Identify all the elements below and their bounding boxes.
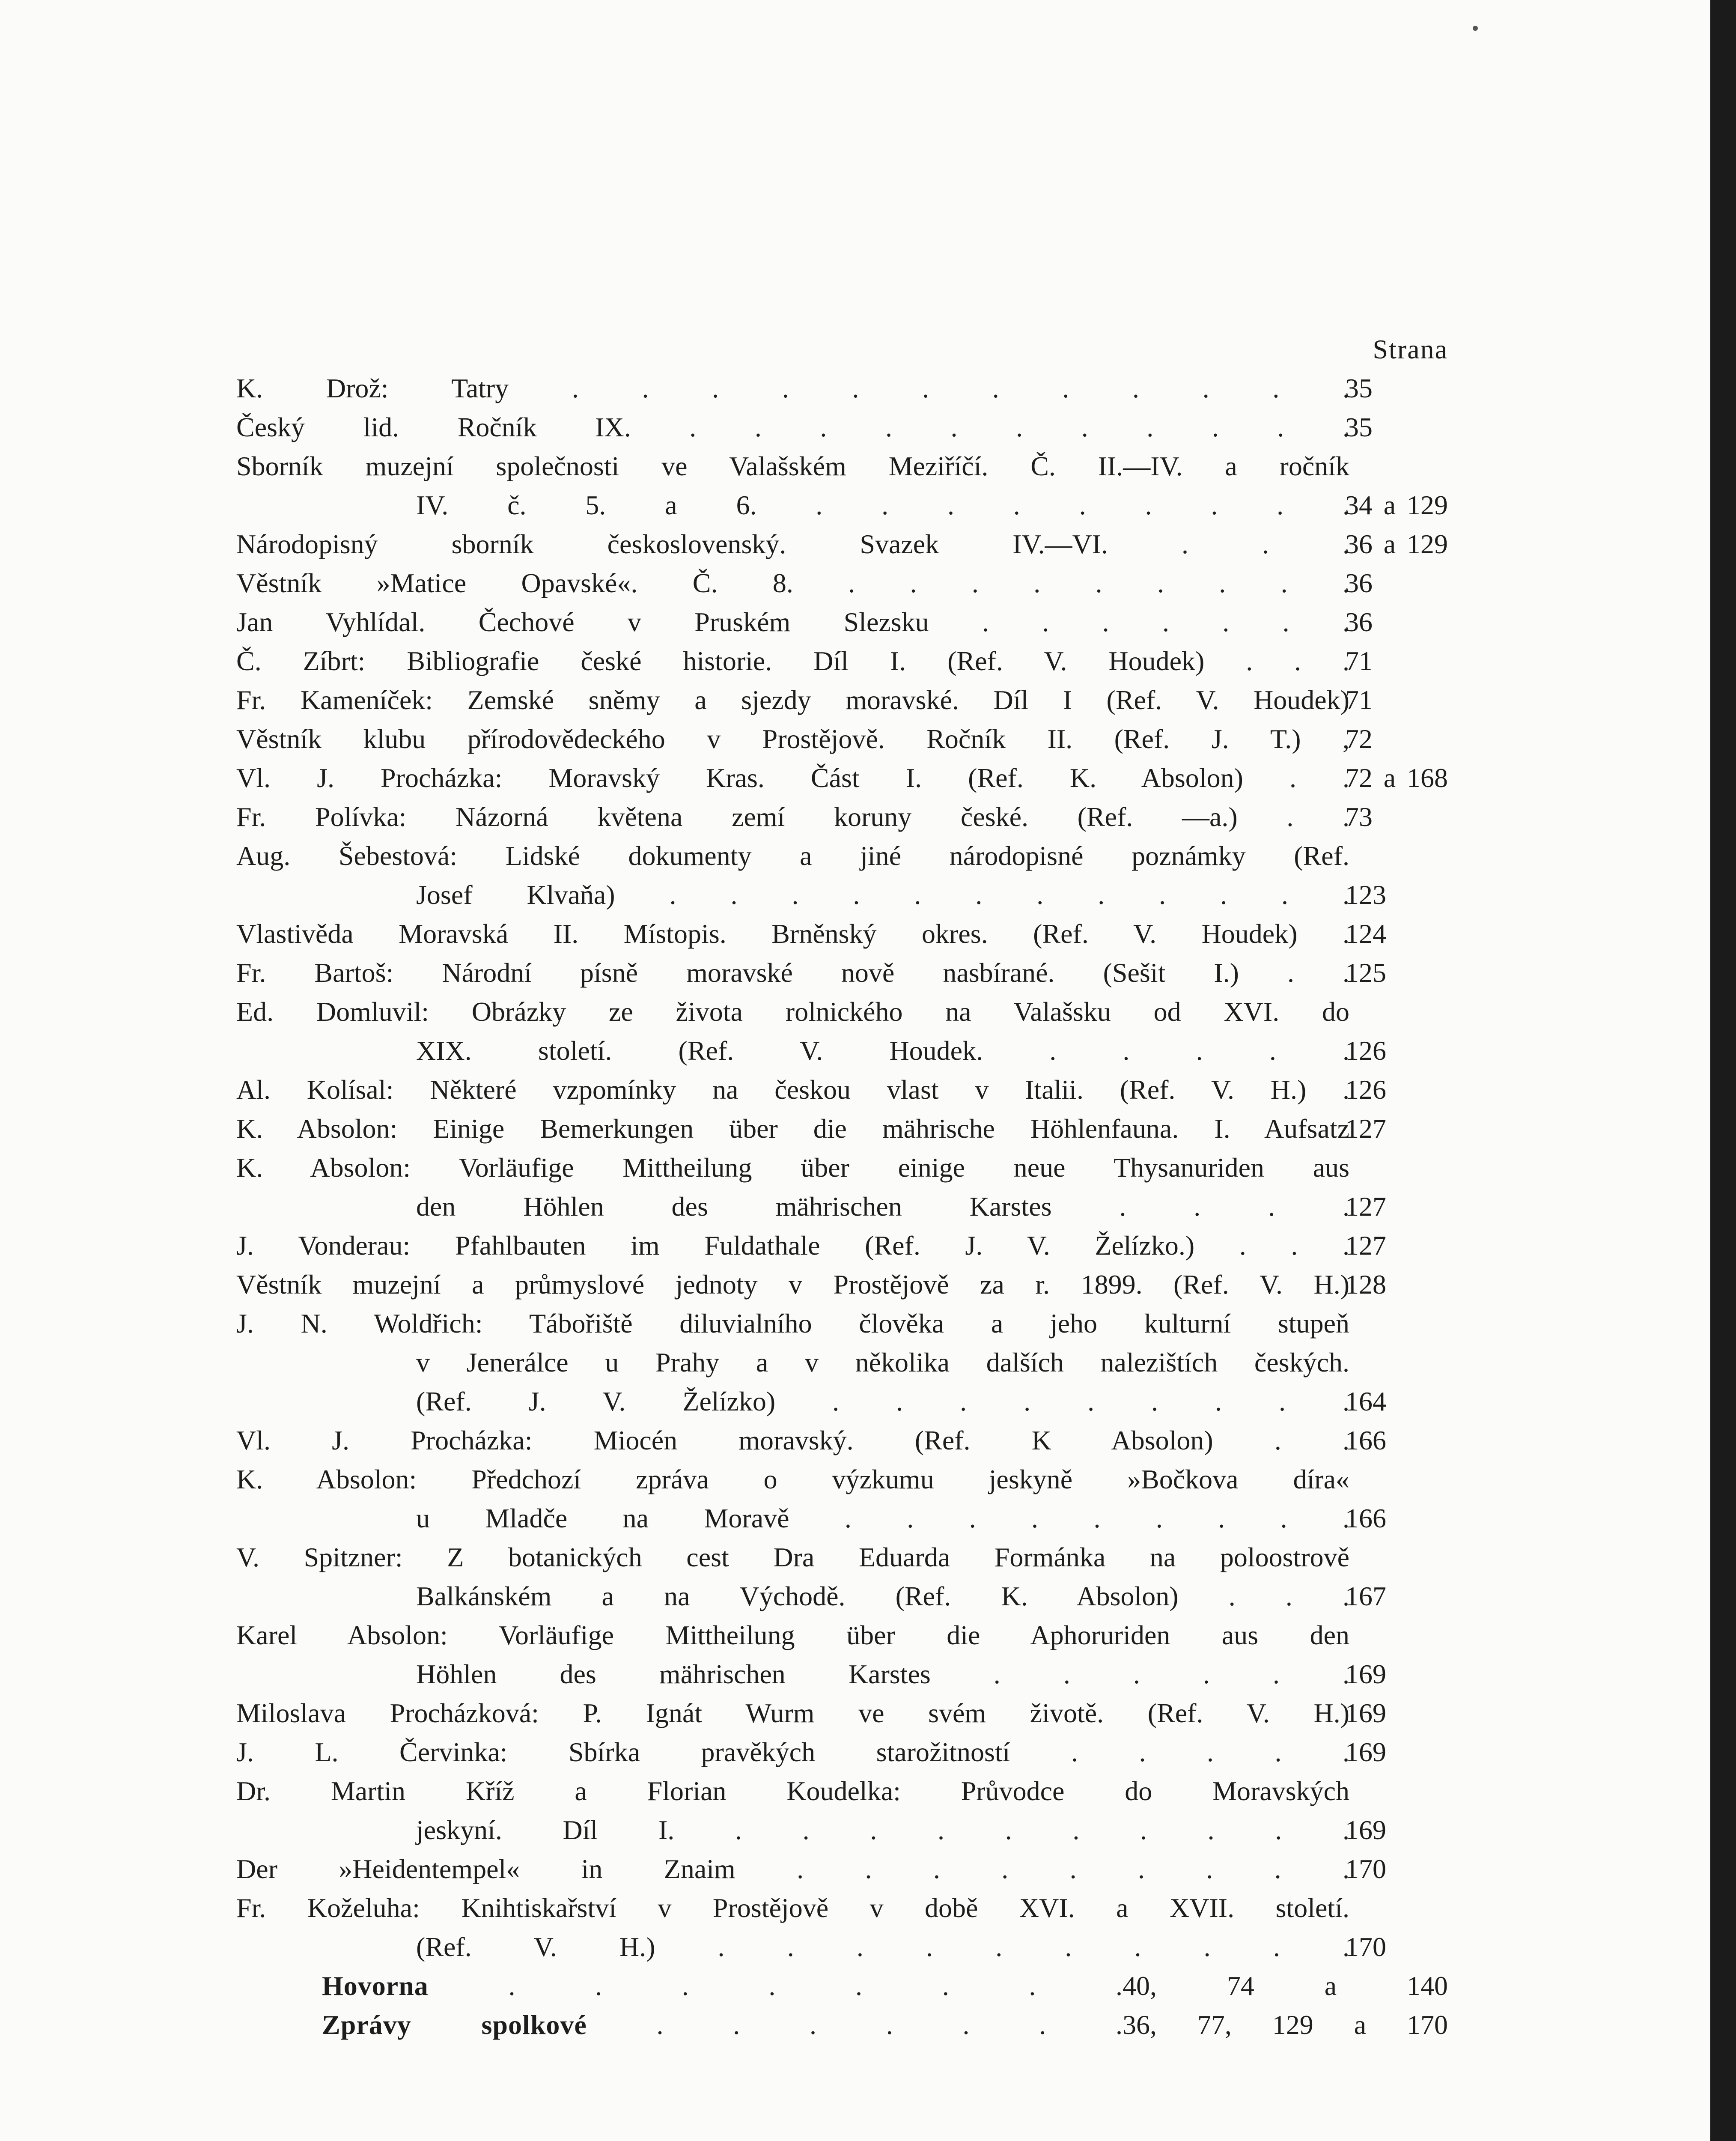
toc-entry (236, 680, 1448, 719)
toc-entry (236, 1616, 1448, 1655)
toc-entry-text: Vl. J. Procházka: Moravský Kras. Část I. (Ref. K. Absolon) . . (236, 763, 1349, 793)
toc-entry (236, 408, 1448, 447)
toc-entry (236, 1499, 1448, 1538)
toc-entry-page: 35 (1345, 373, 1373, 403)
toc-entry-page: 126 (1345, 1074, 1386, 1105)
toc-entry (236, 1538, 1448, 1577)
toc-entry-text: K. Absolon: Vorläufige Mittheilung über einige neue Thysanuriden aus (236, 1152, 1349, 1183)
toc-entry-page: 71 (1345, 646, 1373, 676)
toc-entry-text: Ed. Domluvil: Obrázky ze života rolnického na Valašsku od XVI. do (236, 996, 1349, 1027)
toc-entry-page: 169 (1345, 1737, 1386, 1767)
toc-entry (236, 914, 1448, 953)
toc-entry (236, 1265, 1448, 1304)
toc-entry-page: 125 (1345, 957, 1386, 988)
toc-entry (236, 1304, 1448, 1343)
toc-entry (236, 369, 1448, 408)
toc-entry-text: v Jenerálce u Prahy a v několika dalších nalezištích českých. (416, 1347, 1349, 1378)
toc-entry (236, 1810, 1448, 1849)
toc-entry-text: V. Spitzner: Z botanických cest Dra Eduarda Formánka na poloostrově (236, 1542, 1349, 1572)
toc-entry (236, 1031, 1448, 1070)
toc-entry (236, 1849, 1448, 1888)
toc-entry-text: J. Vonderau: Pfahlbauten im Fuldathale (Ref. J. V. Želízko.) . . . (236, 1230, 1349, 1261)
toc-entry (236, 953, 1448, 992)
toc-entry (236, 525, 1448, 564)
toc-entry-page: 72 (1345, 724, 1373, 754)
toc-entry-page: 36 (1345, 568, 1373, 598)
toc-entry-page: 170 (1345, 1932, 1386, 1962)
strana-header: Strana (1373, 334, 1448, 364)
toc-entry-page: 166 (1345, 1425, 1386, 1455)
toc-entry-hovorna (236, 1966, 1448, 2005)
toc-entry-text: Aug. Šebestová: Lidské dokumenty a jiné národopisné poznámky (Ref. (236, 841, 1349, 871)
toc-entry-page: 124 (1345, 918, 1386, 949)
toc-entry (236, 1655, 1448, 1694)
toc-entry-text: Sborník muzejní společnosti ve Valašském Meziříčí. Č. II.—IV. a ročník (236, 451, 1349, 481)
toc-entry-page: 36 a 129 (1345, 529, 1448, 559)
toc-entry (236, 564, 1448, 602)
toc-entry-page: 127 (1345, 1230, 1386, 1261)
toc-entry-page: 72 a 168 (1345, 763, 1448, 793)
toc-entry-text: K. Drož: Tatry . . . . . . . . . . . . (236, 373, 1349, 403)
zpravy-pages: 36, 77, 129 a 170 (1123, 2010, 1448, 2040)
toc-entry-text: Vl. J. Procházka: Miocén moravský. (Ref. K Absolon) . . (236, 1425, 1349, 1455)
toc-entry-text: Fr. Polívka: Názorná květena zemí koruny české. (Ref. —a.) . . (236, 802, 1349, 832)
toc-entry-text: Höhlen des mährischen Karstes . . . . . . (416, 1659, 1349, 1689)
toc-entry-text: Národopisný sborník československý. Svazek IV.—VI. . . . (236, 529, 1349, 559)
toc-entry (236, 641, 1448, 680)
toc-entry-text: jeskyní. Díl I. . . . . . . . . . . (416, 1815, 1349, 1845)
toc-entry-text: Dr. Martin Kříž a Florian Koudelka: Průvodce do Moravských (236, 1776, 1349, 1806)
toc-entry (236, 719, 1448, 758)
toc-entry-page: 126 (1345, 1035, 1386, 1066)
toc-entry-page: 166 (1345, 1503, 1386, 1533)
toc-entry (236, 1070, 1448, 1109)
toc-entry-text: (Ref. V. H.) . . . . . . . . . . (416, 1932, 1349, 1962)
toc-entry (236, 1888, 1448, 1927)
toc-entry-text: J. N. Woldřich: Tábořiště diluvialního člověka a jeho kulturní stupeň (236, 1308, 1349, 1339)
toc-entry-page: 170 (1345, 1854, 1386, 1884)
toc-entries (236, 369, 1448, 1966)
toc-entry (236, 1187, 1448, 1226)
toc-entry-text: Věstník klubu přírodovědeckého v Prostějově. Ročník II. (Ref. J. T.) , (236, 724, 1349, 754)
toc-entry-text: Jan Vyhlídal. Čechové v Pruském Slezsku . . . . . . . (236, 607, 1349, 637)
hovorna-pages: 40, 74 a 140 (1123, 1971, 1448, 2001)
toc-entry-page: 71 (1345, 685, 1373, 715)
toc-entry-text: Věstník muzejní a průmyslové jednoty v Prostějově za r. 1899. (Ref. V. H.) (236, 1269, 1349, 1300)
hovorna-title: Hovorna (322, 1971, 429, 2001)
toc-entry (236, 1421, 1448, 1460)
toc-entry-text: Karel Absolon: Vorläufige Mittheilung über die Aphoruriden aus den (236, 1620, 1349, 1650)
toc-entry-text: Český lid. Ročník IX. . . . . . . . . . . . (236, 412, 1349, 442)
toc-entry-text: Miloslava Procházková: P. Ignát Wurm ve svém životě. (Ref. V. H.) (236, 1698, 1349, 1728)
toc-entry-page: 169 (1345, 1698, 1386, 1728)
toc-entry-text: K. Absolon: Einige Bemerkungen über die mährische Höhlenfauna. I. Aufsatz (236, 1113, 1349, 1144)
toc-entry-page: 167 (1345, 1581, 1386, 1611)
toc-entry-text: Fr. Koželuha: Knihtiskařství v Prostějově v době XVI. a XVII. století. (236, 1893, 1349, 1923)
zpravy-title: Zprávy spolkové (322, 2010, 587, 2040)
toc-entry-text: Fr. Kameníček: Zemské sněmy a sjezdy moravské. Díl I (Ref. V. Houdek) (236, 685, 1349, 715)
toc-entry (236, 1927, 1448, 1966)
toc-entry-text: Fr. Bartoš: Národní písně moravské nově nasbírané. (Sešit I.) . . (236, 957, 1349, 988)
toc-entry (236, 1382, 1448, 1421)
toc-entry (236, 758, 1448, 797)
toc-entry-text: Věstník »Matice Opavské«. Č. 8. . . . . . . . . . (236, 568, 1349, 598)
toc-entry (236, 836, 1448, 875)
toc-entry-text: Josef Klvaňa) . . . . . . . . . . . . (416, 880, 1349, 910)
table-of-contents (236, 330, 1448, 2044)
speck (1473, 26, 1478, 31)
toc-entry (236, 486, 1448, 525)
toc-entry (236, 1109, 1448, 1148)
toc-entry (236, 447, 1448, 486)
toc-entry-text: Balkánském a na Východě. (Ref. K. Absolon) . . . (416, 1581, 1349, 1611)
toc-entry-text: K. Absolon: Předchozí zpráva o výzkumu jeskyně »Bočkova díra« (236, 1464, 1349, 1494)
toc-entry-page: 34 a 129 (1345, 490, 1448, 520)
toc-entry-text: Č. Zíbrt: Bibliografie české historie. Díl I. (Ref. V. Houdek) . . . (236, 646, 1349, 676)
toc-entry-text: Der »Heidentempel« in Znaim . . . . . . . . . (236, 1854, 1349, 1884)
toc-entry-text: XIX. století. (Ref. V. Houdek. . . . . . (416, 1035, 1349, 1066)
toc-entry-page: 169 (1345, 1815, 1386, 1845)
toc-entry-page: 128 (1345, 1269, 1386, 1300)
toc-entry-page: 35 (1345, 412, 1373, 442)
toc-entry-text: Vlastivěda Moravská II. Místopis. Brněnský okres. (Ref. V. Houdek) . (236, 918, 1349, 949)
zpravy-dots: . . . . . . . (656, 2010, 1123, 2040)
toc-entry (236, 1343, 1448, 1382)
toc-entry-page: 123 (1345, 880, 1386, 910)
toc-entry (236, 1771, 1448, 1810)
toc-entry-text: den Höhlen des mährischen Karstes . . . . (416, 1191, 1349, 1222)
toc-entry-text: J. L. Červinka: Sbírka pravěkých starožitností . . . . . (236, 1737, 1349, 1767)
toc-entry (236, 1694, 1448, 1732)
toc-entry-page: 164 (1345, 1386, 1386, 1416)
toc-entry-page: 127 (1345, 1191, 1386, 1222)
toc-entry (236, 1577, 1448, 1616)
toc-entry-text: (Ref. J. V. Želízko) . . . . . . . . . (416, 1386, 1349, 1416)
toc-entry (236, 797, 1448, 836)
toc-entry-page: 73 (1345, 802, 1373, 832)
toc-entry (236, 1226, 1448, 1265)
toc-entry (236, 992, 1448, 1031)
toc-entry-text: u Mladče na Moravě . . . . . . . . . (416, 1503, 1349, 1533)
hovorna-dots: . . . . . . . . (508, 1971, 1123, 2001)
toc-entry-text: IV. č. 5. a 6. . . . . . . . . . (416, 490, 1349, 520)
toc-entry-page: 36 (1345, 607, 1373, 637)
toc-entry (236, 1460, 1448, 1499)
toc-entry (236, 875, 1448, 914)
toc-entry-text: Al. Kolísal: Některé vzpomínky na českou vlast v Italii. (Ref. V. H.) . (236, 1074, 1349, 1105)
toc-entry-page: 169 (1345, 1659, 1386, 1689)
toc-entry (236, 1148, 1448, 1187)
toc-entry-page: 127 (1345, 1113, 1386, 1144)
toc-entry (236, 1732, 1448, 1771)
toc-entry-zpravy (236, 2005, 1448, 2044)
toc-entry (236, 602, 1448, 641)
